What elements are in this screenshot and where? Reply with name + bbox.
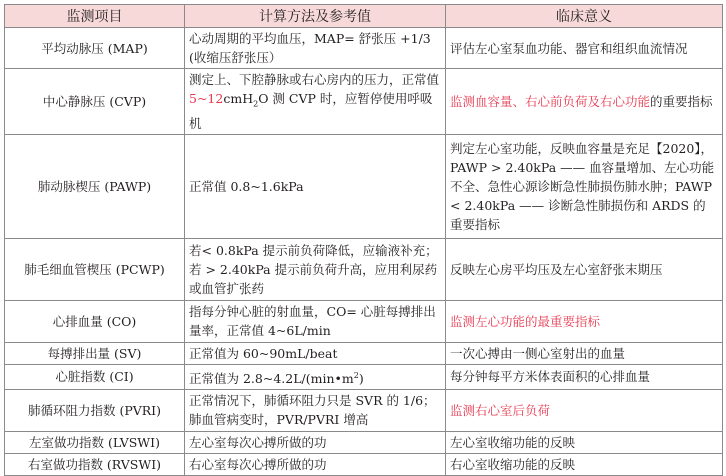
item-name: 肺毛细血管楔压 (PCWP) [5, 238, 185, 300]
item-method: 正常值 0.8~1.6kPa [185, 134, 446, 238]
item-name: 中心静脉压 (CVP) [5, 69, 185, 135]
table-row [5, 389, 723, 431]
table-row [5, 28, 723, 69]
header-significance: 临床意义 [446, 5, 723, 28]
method-text-end: O 测 CVP 时，应暂停使用呼吸机 [189, 91, 433, 131]
item-significance: 一次心搏由一侧心室射出的血量 [446, 342, 723, 364]
method-text: 正常值为 2.8~4.2L/(min•m [189, 370, 354, 386]
table-row [5, 453, 723, 475]
item-method: 正常值为 60~90mL/beat [185, 342, 446, 364]
item-name: 平均动脉压 (MAP) [5, 28, 185, 69]
table-row [5, 364, 723, 389]
significance-text: 的重要指标 [650, 93, 713, 109]
method-unit: cmH [223, 91, 254, 106]
item-significance: 监测左心功能的最重要指标 [446, 300, 723, 342]
item-method: 心动周期的平均血压，MAP= 舒张压 +1/3(收缩压舒张压） [185, 28, 446, 69]
table-row [5, 431, 723, 453]
table-row [5, 342, 723, 364]
table-row [5, 69, 723, 135]
item-method: 左心室每次心搏所做的功 [185, 431, 446, 453]
item-significance: 监测右心室后负荷 [446, 389, 723, 431]
header-method: 计算方法及参考值 [185, 5, 446, 28]
item-name: 肺循环阻力指数 (PVRI) [5, 389, 185, 431]
item-significance: 评估左心室泵血功能、器官和组织血流情况 [446, 28, 723, 69]
item-method: 若< 0.8kPa 提示前负荷降低，应输液补充；若 > 2.40kPa 提示前负荷升高，应用利尿药或血管扩张药 [185, 238, 446, 300]
method-text: 测定上、下腔静脉或右心房内的压力，正常值 [189, 72, 440, 87]
item-significance: 每分钟每平方米体表面积的心排血量 [446, 364, 723, 389]
item-significance: 右心室收缩功能的反映 [446, 453, 723, 475]
method-highlight: 5~12 [189, 91, 224, 106]
item-method: 正常情况下，肺循环阻力只是 SVR 的 1/6；肺血管病变时，PVR/PVRI 增高 [185, 389, 446, 431]
item-name: 右室做功指数 (RVSWI) [5, 453, 185, 475]
item-name: 肺动脉楔压 (PAWP) [5, 134, 185, 238]
method-superscript: 2 [353, 370, 359, 380]
table-row [5, 238, 723, 300]
item-name: 每搏排出量 (SV) [5, 342, 185, 364]
header-row [5, 5, 723, 28]
method-subscript: 2 [253, 99, 259, 109]
item-significance [446, 69, 723, 135]
item-method [185, 69, 446, 135]
item-method: 指每分钟心脏的射血量，CO= 心脏每搏排出量率，正常值 4~6L/min [185, 300, 446, 342]
item-name: 心排血量 (CO) [5, 300, 185, 342]
item-significance: 反映左心房平均压及左心室舒张末期压 [446, 238, 723, 300]
item-significance: 左心室收缩功能的反映 [446, 431, 723, 453]
item-name: 心脏指数 (CI) [5, 364, 185, 389]
table-row [5, 300, 723, 342]
item-method [185, 364, 446, 389]
header-item: 监测项目 [5, 5, 185, 28]
monitoring-table-container [4, 4, 722, 476]
item-name: 左室做功指数 (LVSWI) [5, 431, 185, 453]
monitoring-table [4, 4, 723, 476]
table-row [5, 134, 723, 238]
item-significance: 判定左心室功能，反映血容量是充足【2020】，PAWP > 2.40kPa —— 血容量增加、左心功能不全、急性心源诊断急性肺损伤肺水肿；PAWP < 2.40kPa —— 诊断急性肺损伤和 ARDS 的重要指标 [446, 134, 723, 238]
item-method: 右心室每次心搏所做的功 [185, 453, 446, 475]
method-text-end: ) [358, 370, 364, 386]
significance-highlight: 监测血容量、右心前负荷及右心功能 [450, 93, 651, 109]
